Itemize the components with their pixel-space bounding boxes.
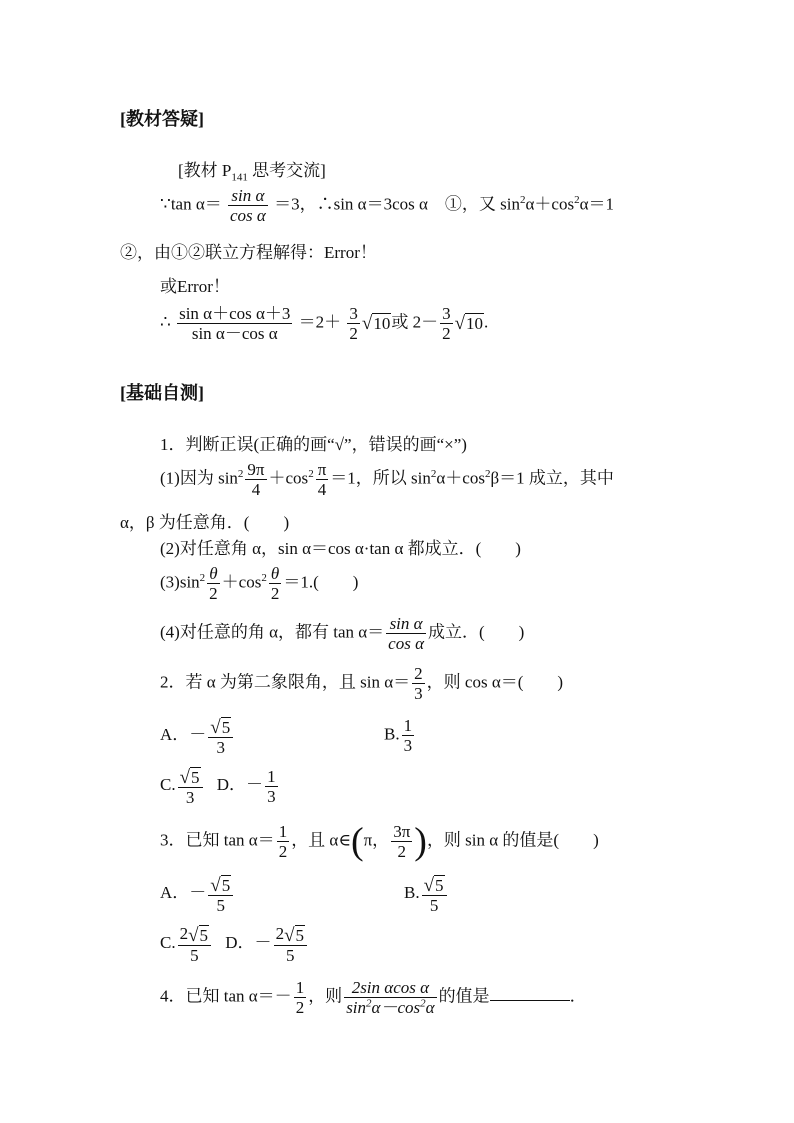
question-1-item-1-cont: α，β 为任意角．( ) <box>120 513 290 532</box>
question-1-item-4: (4)对任意的角 α，都有 tan α＝ $\frac{\text{sin α}}{\text{cos α}}$ 成立．( ) <box>160 614 525 653</box>
question-2-option-c-d: C. $\frac{√5}{3}$ D．－ $\frac{1}{3}$ <box>160 766 276 807</box>
question-1-item-3: $(3)\sin^2$ $\frac{\theta}{2}$ $+\cos^2$ $\frac{\theta}{2}$ ＝1.( ) <box>160 564 359 603</box>
solution-line-4: ∴ $\frac{\text{sin α＋cos α＋3}}{\text{sin α－cos α}}$ ＝2＋ $\frac{3}{2}$ √10或 2－ $\frac{3}{2}$ √10. <box>160 304 489 343</box>
fraction-1-3: $\frac{1}{3}$ <box>403 716 413 755</box>
fraction-2sqrt5-5: $\frac{2√5}{5}$ <box>178 924 211 965</box>
fraction-sqrt5-5-b: $\frac{√5}{5}$ <box>422 874 447 915</box>
fraction-sin-over-cos: $\frac{\text{sin α}}{\text{cos α}}$ <box>230 186 266 225</box>
question-1-item-1: (1)因为 $\sin^2$ $\frac{9\pi}{4}$ $+\cos^2$ $\frac{\pi}{4}$ ＝1，所以 $\sin^2\alpha+\cos^2\beta=1$ 成立，其中 <box>160 460 614 499</box>
sqrt-ten-2: √10 <box>454 312 484 334</box>
sqrt-ten: √10 <box>361 312 391 334</box>
fraction-9pi-4: $\frac{9\pi}{4}$ <box>247 460 265 499</box>
fraction-sin-cos: $\frac{\text{sin α}}{\text{cos α}}$ <box>388 614 424 653</box>
fraction-q4-expression: $\frac{\text{2sin αcos α}}{\sin^2\alpha-\cos^2\alpha}$ <box>346 978 435 1017</box>
textbook-reference: [教材 $P_{141}$ 思考交流] <box>178 161 326 184</box>
question-2-stem: 2．若 α 为第二象限角，且 sin α＝ $\frac{2}{3}$ ，则 cos α＝( ) <box>160 664 564 703</box>
fraction-theta-2-b: $\frac{\theta}{2}$ <box>270 564 280 603</box>
fraction-3pi-2: $\frac{3\pi}{2}$ <box>393 822 411 861</box>
fraction-sqrt5-5: $\frac{√5}{5}$ <box>208 874 233 915</box>
section-heading-textbook-answers: [教材答疑] <box>120 109 204 129</box>
question-3-option-a: A．－ $\frac{√5}{5}$ <box>160 874 235 915</box>
question-1-title: 1．判断正误(正确的画“√”，错误的画“×”) <box>160 435 467 454</box>
fraction-expression: $\frac{\text{sin α＋cos α＋3}}{\text{sin α－cos α}}$ <box>179 304 291 343</box>
solution-line-2: ②，由①②联立方程解得：Error！ <box>120 243 377 262</box>
fraction-three-halves: $\frac{3}{2}$ <box>349 304 358 343</box>
question-2-option-a: A．－ $\frac{√5}{3}$ <box>160 716 235 757</box>
solution-line-1: ∵tan α＝ $\frac{\text{sin α}}{\text{cos α}}$ ＝3，∴sin α＝3cos α ①，又 $\sin^2\alpha+\cos^2\alpha=1$ <box>160 186 614 225</box>
question-3-option-c-d: C. $\frac{2√5}{5}$ D．－ $\frac{2√5}{5}$ <box>160 924 309 965</box>
question-2-option-b: B. $\frac{1}{3}$ <box>384 716 413 755</box>
fraction-1-2-q4: $\frac{1}{2}$ <box>295 978 305 1017</box>
question-4-stem: 4．已知 tan α＝－ $\frac{1}{2}$ ，则 $\frac{\text{2sin αcos α}}{\sin^2\alpha-\cos^2\alpha}$ 的值是 ． <box>160 978 587 1017</box>
section-heading-basic-self-test: [基础自测] <box>120 383 204 403</box>
fraction-three-halves-2: $\frac{3}{2}$ <box>442 304 451 343</box>
fraction-theta-2: $\frac{\theta}{2}$ <box>209 564 218 603</box>
fraction-1-3-d: $\frac{1}{3}$ <box>267 766 276 806</box>
question-3-option-b: B. $\frac{√5}{5}$ <box>404 874 449 915</box>
fraction-2-3: $\frac{2}{3}$ <box>414 664 423 703</box>
fraction-2sqrt5-5-d: $\frac{2√5}{5}$ <box>274 924 307 965</box>
fraction-sqrt5-3: $\frac{√5}{3}$ <box>208 716 233 757</box>
fraction-1-2: $\frac{1}{2}$ <box>278 822 288 861</box>
question-3-stem: 3．已知 tan α＝ $\frac{1}{2}$ ，且 α∈(π， $\frac{3\pi}{2}$ )，则 sin α 的值是( ) <box>160 820 599 863</box>
fraction-pi-4: $\frac{\pi}{4}$ <box>317 460 327 499</box>
answer-blank[interactable] <box>490 984 570 1001</box>
question-1-item-2: (2)对任意角 α，sin α＝cos α·tan α 都成立．( ) <box>160 539 521 558</box>
fraction-sqrt5-3-c: $\frac{√5}{3}$ <box>178 766 203 807</box>
solution-line-3: 或Error！ <box>160 277 230 296</box>
